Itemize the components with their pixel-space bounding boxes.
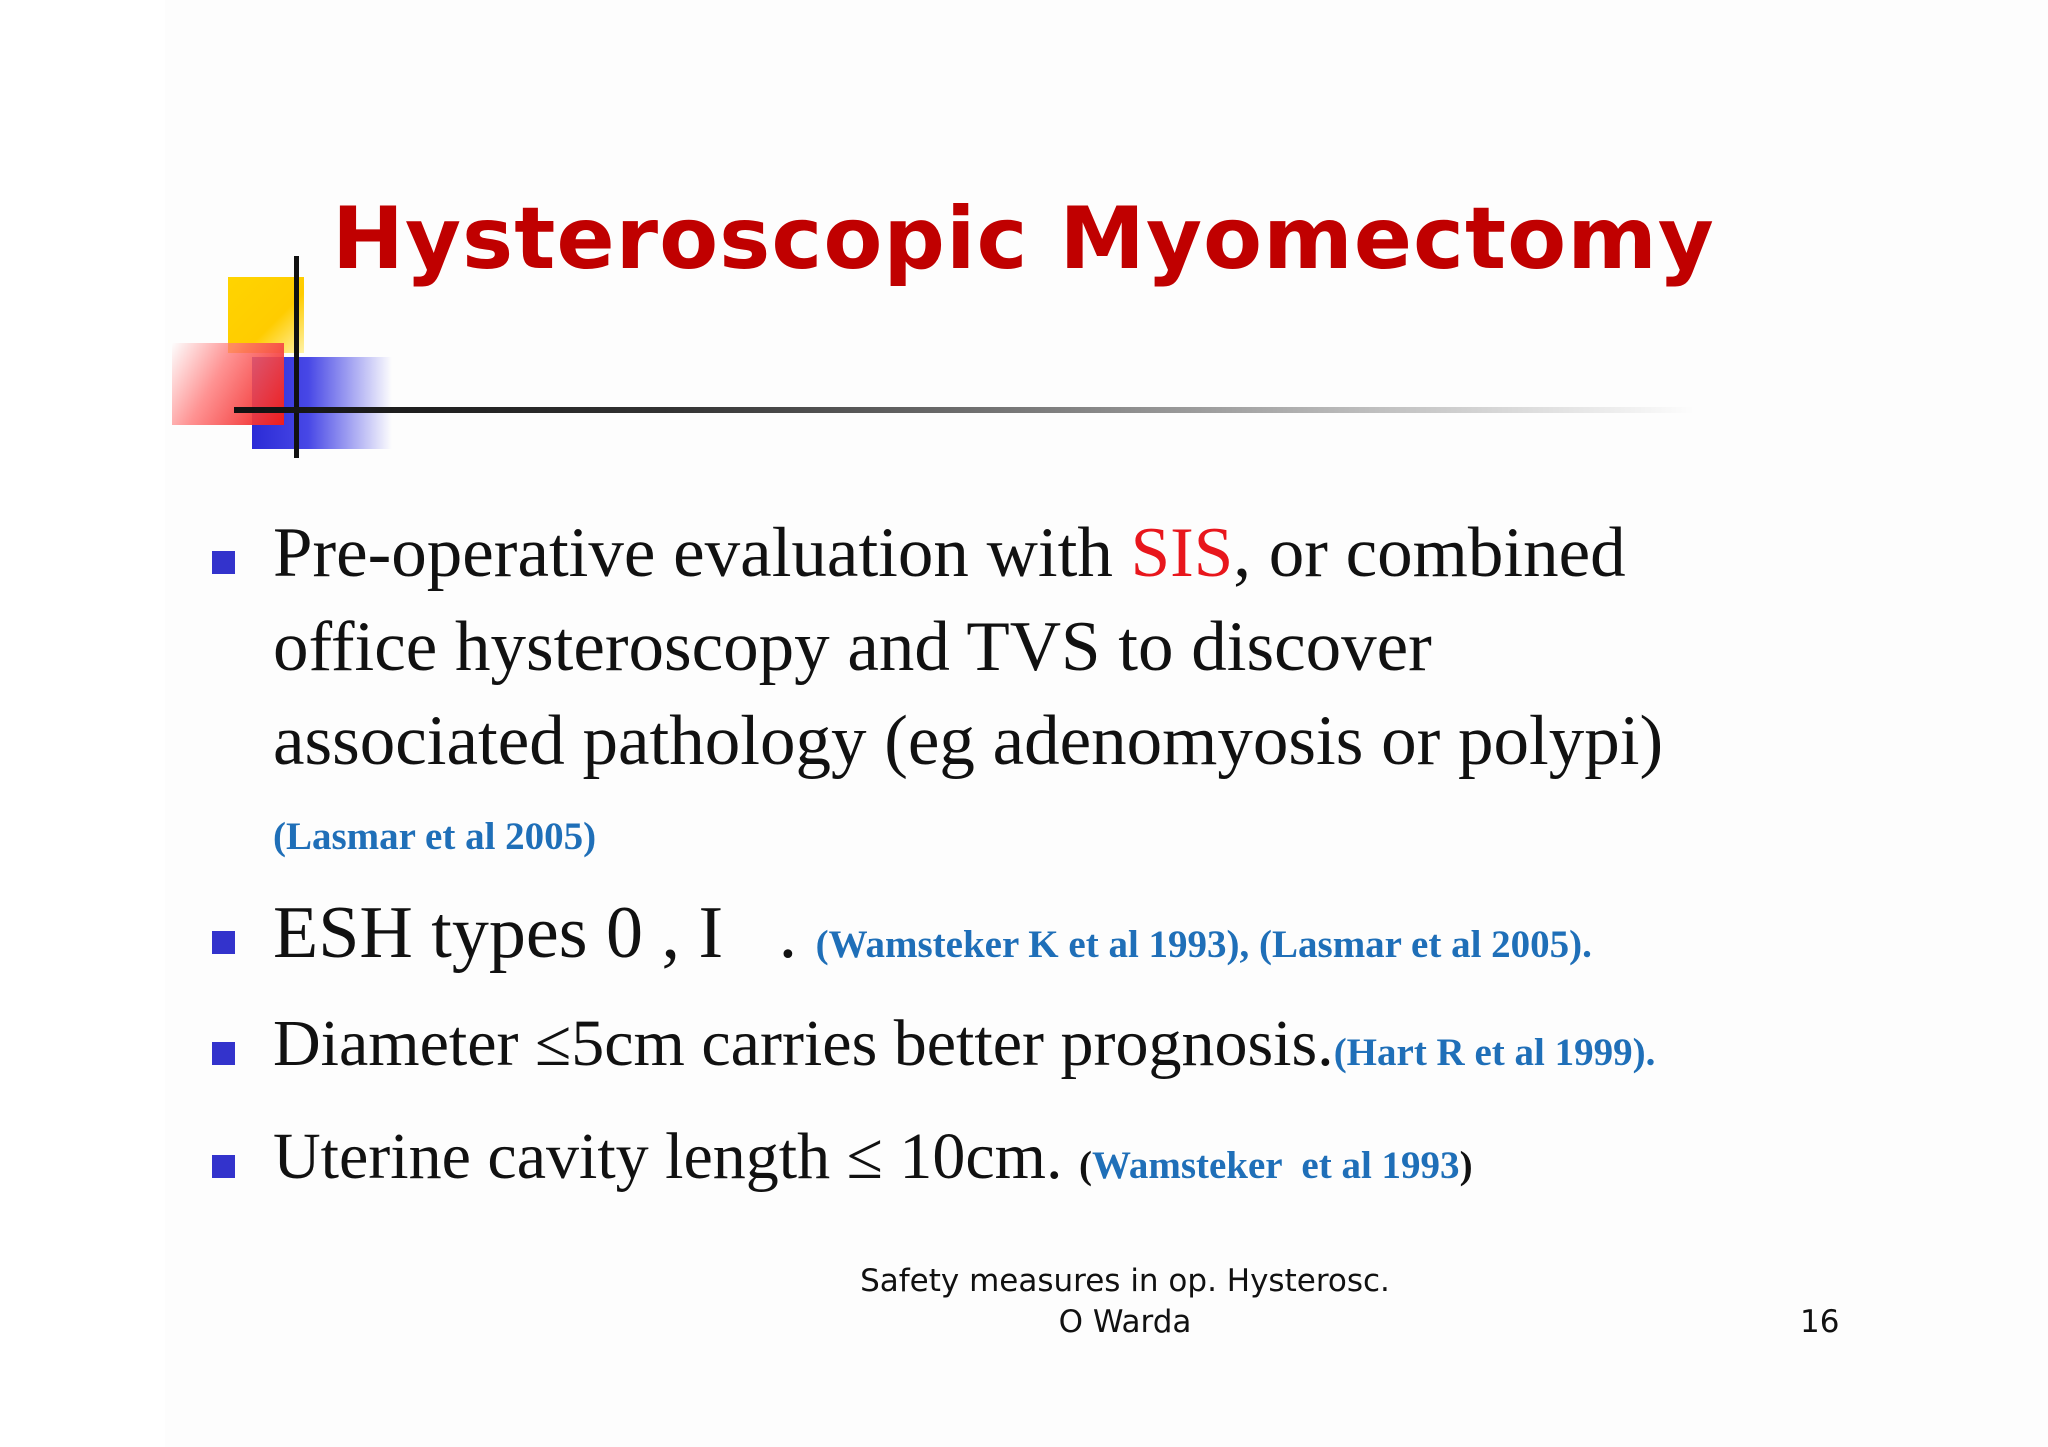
citation-close-paren: ) (1459, 1144, 1473, 1187)
bullet-line-1 (273, 506, 1626, 600)
page-number: 16 (1800, 1304, 1840, 1340)
bullet-text: Uterine cavity length ≤ 10cm. (273, 1120, 1079, 1193)
bullet-line (273, 997, 1655, 1108)
bullet-line-2: office hysteroscopy and TVS to discover (273, 608, 1432, 686)
square-bullet-icon (212, 931, 235, 954)
decoration-vertical-line (294, 256, 299, 458)
citation: (Lasmar et al 2005) (273, 815, 597, 858)
square-bullet-icon (212, 551, 235, 574)
square-bullet-icon (212, 1042, 235, 1065)
slide-title: Hysteroscopic Myomectomy (332, 189, 1715, 289)
bullet-line (273, 886, 1592, 1000)
title-underline (234, 407, 1694, 413)
square-bullet-icon (212, 1155, 235, 1178)
bullet-line-3: associated pathology (eg adenomyosis or polypi) (273, 702, 1664, 780)
citation: (Wamsteker K et al 1993), (Lasmar et al 2005). (815, 923, 1592, 966)
footer-author: O Warda (1058, 1304, 1192, 1340)
citation-open-paren: ( (1079, 1144, 1092, 1187)
bullet-text: ESH types 0 , I . (273, 892, 816, 974)
footer-title: Safety measures in op. Hysterosc. (860, 1263, 1390, 1299)
decoration-yellow-square (228, 277, 304, 353)
bullet-text: Diameter ≤5cm carries better prognosis. (273, 1007, 1334, 1080)
bullet-line (273, 1110, 1473, 1221)
citation: (Hart R et al 1999). (1333, 1031, 1656, 1074)
sis-highlight: SIS (1130, 514, 1234, 592)
bullet-text: , or combined (1233, 514, 1626, 592)
slide-footer (800, 1261, 1450, 1343)
citation: Wamsteker et al 1993 (1092, 1144, 1460, 1187)
bullet-text: Pre-operative evaluation with (273, 514, 1131, 592)
